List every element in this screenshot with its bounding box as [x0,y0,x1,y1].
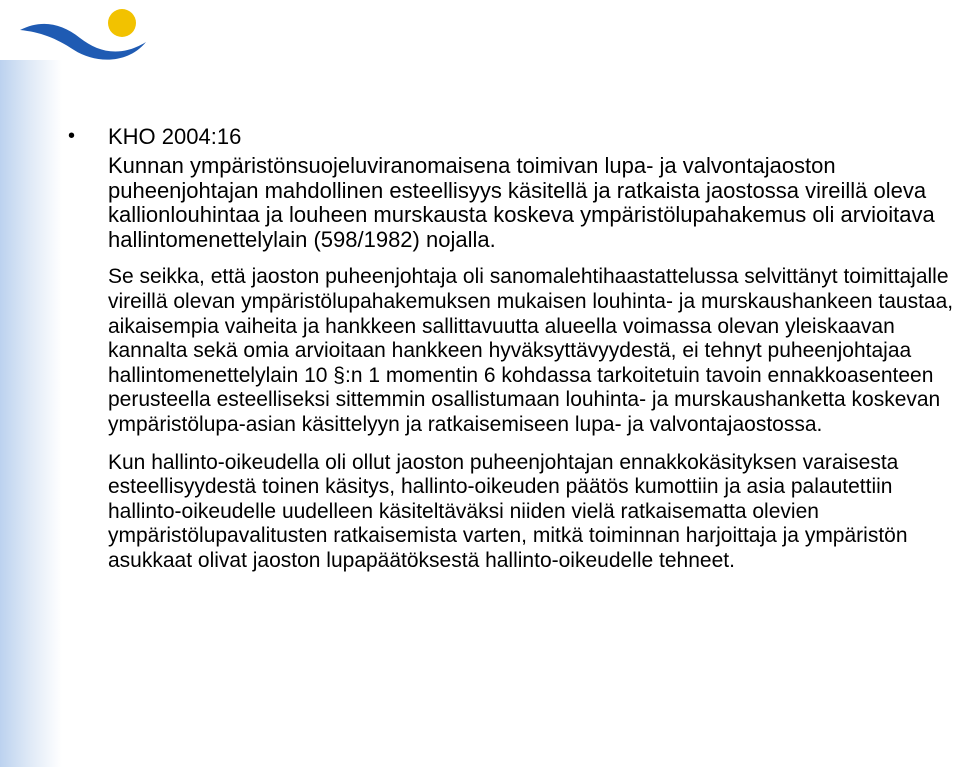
case-title: KHO 2004:16 [108,124,242,149]
left-decorative-stripe [0,60,62,767]
paragraph-reasoning: Se seikka, että jaoston puheenjohtaja oli sanomalehtihaastattelussa selvittänyt toimittajalle vireillä olevan ympäristölupahakemuksen mukaisen louhinta- ja murskaushankeen taustaa, aikaisempia vaiheita ja hankkeen sallittavuutta alueella voimassa olevan yleiskaavan kannalta sekä omia arvioitaan hankkeen hyväksyttävyydestä, ei tehnyt puheenjohtajaa hallintomenettelylain 10 §:n 1 momentin 6 kohdassa tarkoitetuin tavoin ennakkoasenteen perusteella esteelliseksi sittemmin osallistumaan louhinta- ja murskaushanketta koskevan ympäristölupa-asian käsittelyyn ja ratkaisemiseen lupa- ja valvontajaostossa. [108,265,954,436]
logo-sun-icon [108,9,136,37]
paragraph-outcome: Kun hallinto-oikeudella oli ollut jaoston puheenjohtajan ennakkokäsityksen varaisesta esteellisyydestä toinen käsitys, hallinto-oikeuden päätös kumottiin ja asia palautettiin hallinto-oikeudelle uudelleen käsiteltäväksi niiden vielä ratkaisematta olevien ympäristölupavalitusten ratkaisemista varten, mitkä toiminnan harjoittaja ja ympäristön asukkaat olivat jaoston lupapäätöksestä hallinto-oikeudelle tehneet. [108,450,908,572]
bullet-point: • [68,125,76,147]
logo-graphic [18,0,158,70]
slide-body [64,124,954,587]
bullet-content [108,124,954,574]
paragraph-summary: Kunnan ympäristönsuojeluviranomaisena toimivan lupa- ja valvontajaoston puheenjohtajan mahdollinen esteellisyys käsitellä ja ratkaista jaostossa vireillä oleva kallionlouhintaa ja louheen murskausta koskeva ympäristölupahakemus oli arvioitava hallintomenettelylain (598/1982) nojalla. [108,153,935,252]
eu-finland-logo-icon [18,0,158,70]
